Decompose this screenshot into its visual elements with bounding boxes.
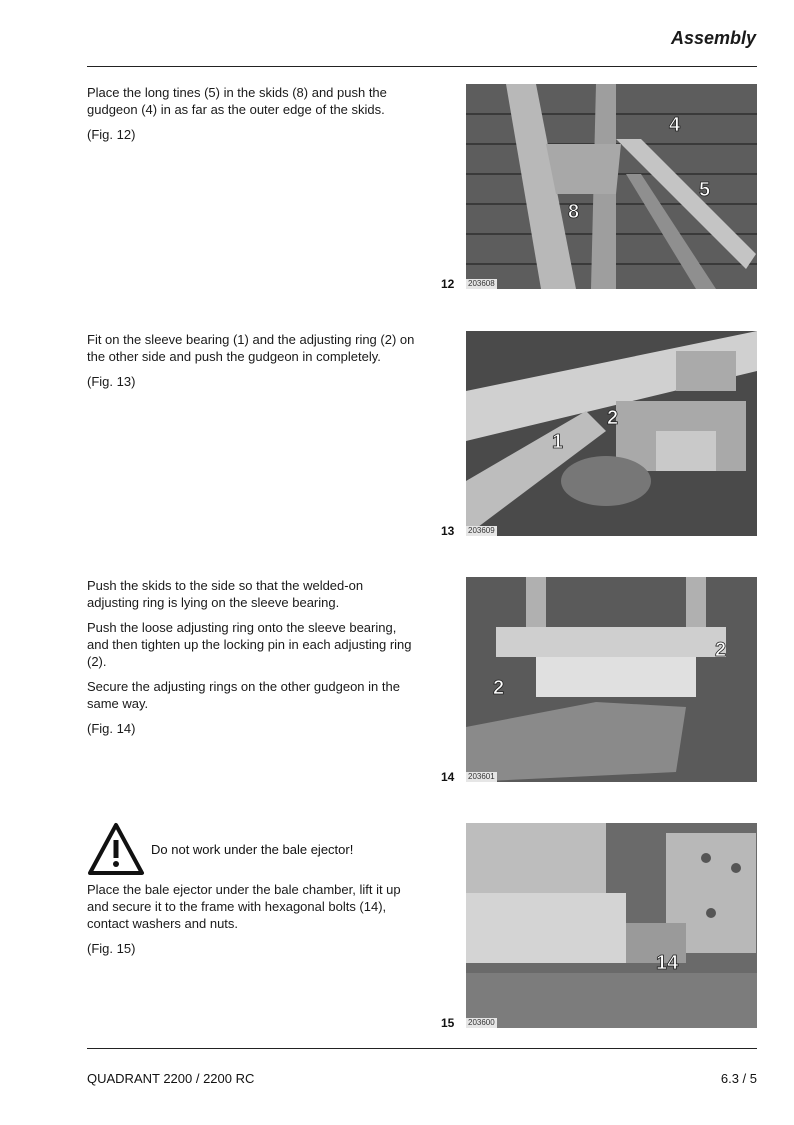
footer-rule <box>87 1048 757 1049</box>
figure-14-code: 203601 <box>468 772 495 781</box>
figure-14-callout-2-right: 2 <box>715 639 727 661</box>
figure-12-callout-4: 4 <box>669 114 681 136</box>
figure-12-photo <box>466 84 757 289</box>
section-fig12-text <box>87 84 417 151</box>
paragraph: Place the bale ejector under the bale chamber, lift it up and secure it to the frame with hexagonal bolts (14), contact washers and nuts. <box>87 882 401 931</box>
figure-15-number: 15 <box>441 1016 455 1030</box>
header-rule <box>87 66 757 67</box>
figure-12-number: 12 <box>441 277 455 291</box>
paragraph: Place the long tines (5) in the skids (8) and push the gudgeon (4) in as far as the outer edge of the skids. <box>87 85 387 117</box>
warning-text: Do not work under the bale ejector! <box>151 842 354 857</box>
paragraph: Push the loose adjusting ring onto the sleeve bearing, and then tighten up the locking pin in each adjusting ring (2). <box>87 620 412 669</box>
figure-13-photo <box>466 331 757 536</box>
paragraph: Fit on the sleeve bearing (1) and the adjusting ring (2) on the other side and push the gudgeon in completely. <box>87 332 415 364</box>
figure-13-callout-1: 1 <box>552 431 564 453</box>
warning-triangle-icon <box>87 822 145 876</box>
figure-14-callout-2-left: 2 <box>493 677 505 699</box>
paragraph: Secure the adjusting rings on the other gudgeon in the same way. <box>87 679 400 711</box>
figure-13-code: 203609 <box>468 526 495 535</box>
warning-block <box>87 822 417 878</box>
figure-14-number: 14 <box>441 770 455 784</box>
section-fig15-text <box>87 881 417 965</box>
fig-reference: (Fig. 15) <box>87 941 136 956</box>
figure-12-code: 203608 <box>468 279 495 288</box>
paragraph: Push the skids to the side so that the welded-on adjusting ring is lying on the sleeve bearing. <box>87 578 364 610</box>
figure-14-photo <box>466 577 757 782</box>
section-fig14-text <box>87 577 417 745</box>
page-header-title: Assembly <box>670 28 756 48</box>
fig-reference: (Fig. 13) <box>87 374 136 389</box>
section-fig13-text <box>87 331 417 398</box>
footer-page-number: 6.3 / 5 <box>720 1071 757 1086</box>
figure-12-callout-8: 8 <box>568 201 580 223</box>
fig-reference: (Fig. 14) <box>87 721 136 736</box>
figure-12-callout-5: 5 <box>699 179 711 201</box>
footer-model: QUADRANT 2200 / 2200 RC <box>87 1071 255 1086</box>
fig-reference: (Fig. 12) <box>87 127 136 142</box>
figure-15-code: 203600 <box>468 1018 495 1027</box>
figure-13-callout-2: 2 <box>607 407 619 429</box>
figure-15-photo <box>466 823 757 1028</box>
figure-15-callout-14: 14 <box>656 952 679 974</box>
figure-13-number: 13 <box>441 524 455 538</box>
